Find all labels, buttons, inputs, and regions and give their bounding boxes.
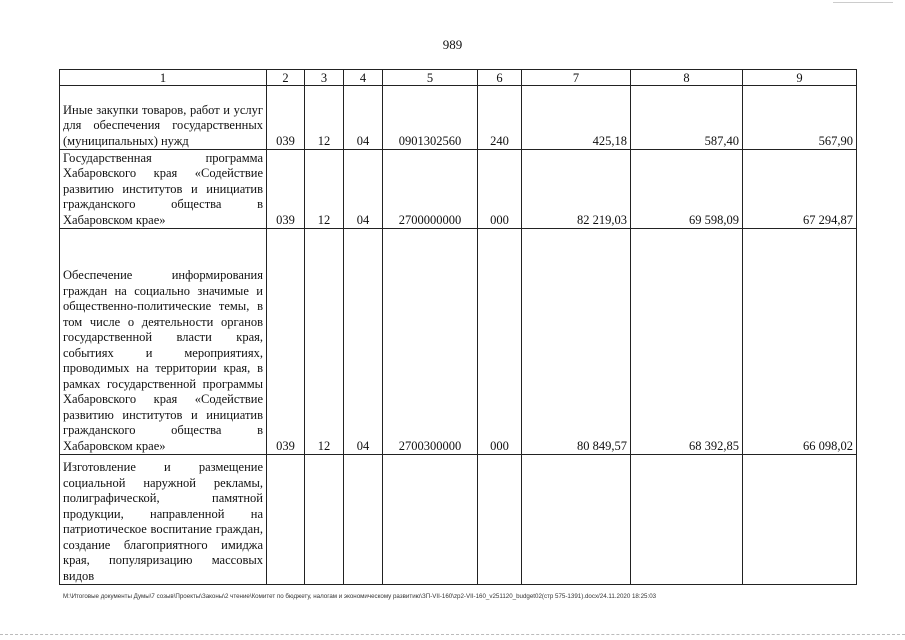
cell-section: 12 (305, 150, 344, 229)
row-name: Государственная программа Хабаровского края «Содействие развитию институтов и инициатив гражданского общества в Хабаровском крае» (60, 150, 267, 229)
cell-amount-2: 587,40 (631, 86, 743, 150)
cell-amount-2 (631, 455, 743, 585)
budget-table (59, 69, 857, 585)
cell-amount-3: 66 098,02 (743, 229, 857, 455)
cell-expense-type (478, 455, 522, 585)
row-name: Обеспечение информирования граждан на социально значимые и общественно-политические темы, в том числе о деятельности органов государственной власти края, событиях и мероприятиях, проводимых на территории края, в рамках государственной программы Хабаровского края «Содействие развитию институтов и инициатив гражданского общества в Хабаровском крае» (60, 229, 267, 455)
cell-subsection: 04 (344, 229, 383, 455)
cell-subsection: 04 (344, 86, 383, 150)
row-name: Изготовление и размещение социальной наружной рекламы, полиграфической, памятной продукции, направленной на патриотическое воспитание граждан, создание благоприятного имиджа края, популяризацию массовых видов (60, 455, 267, 585)
cell-amount-3 (743, 455, 857, 585)
cell-subsection (344, 455, 383, 585)
header-col-1: 1 (60, 70, 267, 86)
header-col-7: 7 (522, 70, 631, 86)
header-col-3: 3 (305, 70, 344, 86)
header-col-5: 5 (383, 70, 478, 86)
cell-amount-1: 82 219,03 (522, 150, 631, 229)
table-row (60, 229, 857, 455)
cell-amount-1: 80 849,57 (522, 229, 631, 455)
cell-target-article: 0901302560 (383, 86, 478, 150)
cell-target-article (383, 455, 478, 585)
cell-section: 12 (305, 229, 344, 455)
page-number: 989 (442, 37, 463, 52)
cell-amount-2: 69 598,09 (631, 150, 743, 229)
document-footer-path: M:\Итоговые документы Думы\7 созыв\Проекты\Законы\2 чтение\Комитет по бюджету, налогам и экономическому развитию\ЗП-VII-160\zp2-VII-160_v251120_budget02(стр 575-1391).docx/24.11.2020 18:25:03 (63, 593, 657, 600)
cell-amount-3: 67 294,87 (743, 150, 857, 229)
cell-section (305, 455, 344, 585)
cell-amount-2: 68 392,85 (631, 229, 743, 455)
row-name: Иные закупки товаров, работ и услуг для обеспечения государственных (муниципальных) нужд (60, 86, 267, 150)
cell-expense-type: 240 (478, 86, 522, 150)
cell-code-admin (267, 455, 305, 585)
page-corner-mark (833, 2, 893, 3)
table-header-row (60, 70, 857, 86)
cell-code-admin: 039 (267, 150, 305, 229)
header-col-8: 8 (631, 70, 743, 86)
cell-code-admin: 039 (267, 86, 305, 150)
header-col-9: 9 (743, 70, 857, 86)
cell-section: 12 (305, 86, 344, 150)
table-row (60, 86, 857, 150)
header-col-6: 6 (478, 70, 522, 86)
cell-target-article: 2700000000 (383, 150, 478, 229)
header-col-4: 4 (344, 70, 383, 86)
cell-subsection: 04 (344, 150, 383, 229)
cell-amount-1: 425,18 (522, 86, 631, 150)
table-row (60, 455, 857, 585)
cell-expense-type: 000 (478, 229, 522, 455)
cell-expense-type: 000 (478, 150, 522, 229)
cell-amount-3: 567,90 (743, 86, 857, 150)
table-row (60, 150, 857, 229)
cell-code-admin: 039 (267, 229, 305, 455)
page-bottom-rule (0, 634, 905, 635)
cell-target-article: 2700300000 (383, 229, 478, 455)
header-col-2: 2 (267, 70, 305, 86)
cell-amount-1 (522, 455, 631, 585)
